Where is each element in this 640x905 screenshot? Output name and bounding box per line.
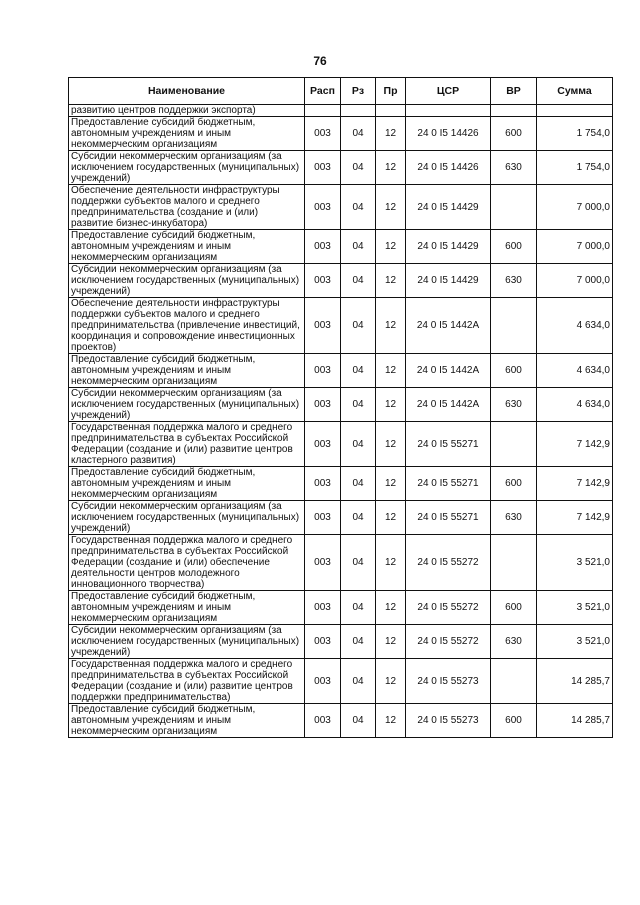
table-row bbox=[69, 501, 613, 535]
cell-vr bbox=[491, 659, 537, 704]
cell-rasp: 003 bbox=[305, 117, 341, 151]
table-header-row bbox=[69, 78, 613, 105]
cell-pr: 12 bbox=[376, 659, 406, 704]
cell-rz: 04 bbox=[341, 298, 376, 354]
header-vr: ВР bbox=[491, 78, 537, 105]
cell-sum: 1 754,0 bbox=[537, 151, 613, 185]
cell-rz: 04 bbox=[341, 264, 376, 298]
header-name: Наименование bbox=[69, 78, 305, 105]
cell-csr: 24 0 I5 14426 bbox=[406, 117, 491, 151]
cell-vr: 630 bbox=[491, 151, 537, 185]
cell-name: развитию центров поддержки экспорта) bbox=[69, 105, 305, 117]
table-row bbox=[69, 422, 613, 467]
table-row bbox=[69, 535, 613, 591]
cell-rz: 04 bbox=[341, 151, 376, 185]
cell-sum: 14 285,7 bbox=[537, 704, 613, 738]
cell-pr: 12 bbox=[376, 185, 406, 230]
cell-name: Государственная поддержка малого и среднего предпринимательства в субъектах Российской Федерации (создание и (или) обеспечение деятельности центров молодежного инновационного творчества) bbox=[69, 535, 305, 591]
cell-csr: 24 0 I5 55271 bbox=[406, 467, 491, 501]
cell-rz: 04 bbox=[341, 535, 376, 591]
cell-sum: 7 000,0 bbox=[537, 185, 613, 230]
cell-sum: 3 521,0 bbox=[537, 535, 613, 591]
cell-csr: 24 0 I5 55273 bbox=[406, 704, 491, 738]
cell-pr: 12 bbox=[376, 298, 406, 354]
cell-sum: 7 142,9 bbox=[537, 422, 613, 467]
cell-rasp: 003 bbox=[305, 185, 341, 230]
header-pr: Пр bbox=[376, 78, 406, 105]
cell-vr: 630 bbox=[491, 388, 537, 422]
cell-csr: 24 0 I5 1442A bbox=[406, 354, 491, 388]
cell-name: Предоставление субсидий бюджетным, автономным учреждениям и иным некоммерческим организациям bbox=[69, 704, 305, 738]
cell-rasp: 003 bbox=[305, 704, 341, 738]
table-row bbox=[69, 659, 613, 704]
cell-sum: 7 142,9 bbox=[537, 501, 613, 535]
cell-rasp: 003 bbox=[305, 659, 341, 704]
table-row bbox=[69, 591, 613, 625]
cell-pr: 12 bbox=[376, 117, 406, 151]
cell-rasp: 003 bbox=[305, 535, 341, 591]
cell-name: Государственная поддержка малого и среднего предпринимательства в субъектах Российской Федерации (создание и (или) развитие центров поддержки предпринимательства) bbox=[69, 659, 305, 704]
cell-rasp: 003 bbox=[305, 591, 341, 625]
cell-sum: 1 754,0 bbox=[537, 117, 613, 151]
header-rasp: Расп bbox=[305, 78, 341, 105]
cell-sum: 7 000,0 bbox=[537, 264, 613, 298]
cell-vr bbox=[491, 185, 537, 230]
cell-rz: 04 bbox=[341, 422, 376, 467]
cell-rasp: 003 bbox=[305, 298, 341, 354]
cell-vr bbox=[491, 298, 537, 354]
cell-name: Государственная поддержка малого и среднего предпринимательства в субъектах Российской Федерации (создание и (или) развитие центров кластерного развития) bbox=[69, 422, 305, 467]
cell-pr: 12 bbox=[376, 151, 406, 185]
cell-name: Субсидии некоммерческим организациям (за исключением государственных (муниципальных) учреждений) bbox=[69, 388, 305, 422]
cell-pr: 12 bbox=[376, 354, 406, 388]
table-row bbox=[69, 298, 613, 354]
cell-name: Обеспечение деятельности инфраструктуры поддержки субъектов малого и среднего предпринимательства (привлечение инвестиций, координация и сопровождение инвестиционных проектов) bbox=[69, 298, 305, 354]
cell-rasp: 003 bbox=[305, 151, 341, 185]
cell-rasp: 003 bbox=[305, 354, 341, 388]
cell-vr: 600 bbox=[491, 591, 537, 625]
cell-rz: 04 bbox=[341, 388, 376, 422]
cell-vr: 630 bbox=[491, 625, 537, 659]
cell-csr: 24 0 I5 55272 bbox=[406, 625, 491, 659]
cell-rz: 04 bbox=[341, 354, 376, 388]
cell-rz: 04 bbox=[341, 467, 376, 501]
table-row bbox=[69, 388, 613, 422]
cell-rasp: 003 bbox=[305, 230, 341, 264]
cell-pr: 12 bbox=[376, 388, 406, 422]
cell-pr: 12 bbox=[376, 591, 406, 625]
table-row bbox=[69, 105, 613, 117]
cell-csr bbox=[406, 105, 491, 117]
cell-vr: 630 bbox=[491, 264, 537, 298]
cell-pr: 12 bbox=[376, 230, 406, 264]
cell-rz bbox=[341, 105, 376, 117]
header-sum: Сумма bbox=[537, 78, 613, 105]
table-row bbox=[69, 185, 613, 230]
cell-csr: 24 0 I5 1442A bbox=[406, 388, 491, 422]
cell-name: Предоставление субсидий бюджетным, автономным учреждениям и иным некоммерческим организациям bbox=[69, 354, 305, 388]
cell-pr: 12 bbox=[376, 501, 406, 535]
cell-sum: 14 285,7 bbox=[537, 659, 613, 704]
table-row bbox=[69, 354, 613, 388]
cell-vr: 600 bbox=[491, 704, 537, 738]
cell-vr: 600 bbox=[491, 354, 537, 388]
cell-csr: 24 0 I5 55271 bbox=[406, 422, 491, 467]
cell-vr bbox=[491, 105, 537, 117]
cell-pr: 12 bbox=[376, 535, 406, 591]
cell-name: Предоставление субсидий бюджетным, автономным учреждениям и иным некоммерческим организациям bbox=[69, 591, 305, 625]
cell-csr: 24 0 I5 55271 bbox=[406, 501, 491, 535]
cell-rasp: 003 bbox=[305, 501, 341, 535]
cell-name: Обеспечение деятельности инфраструктуры поддержки субъектов малого и среднего предпринимательства (создание и (или) развитие бизнес-инкубатора) bbox=[69, 185, 305, 230]
cell-rz: 04 bbox=[341, 117, 376, 151]
cell-rasp: 003 bbox=[305, 625, 341, 659]
cell-rz: 04 bbox=[341, 185, 376, 230]
table-row bbox=[69, 264, 613, 298]
cell-rz: 04 bbox=[341, 704, 376, 738]
cell-vr bbox=[491, 422, 537, 467]
page-number: 76 bbox=[313, 54, 327, 68]
cell-vr: 630 bbox=[491, 501, 537, 535]
cell-csr: 24 0 I5 55273 bbox=[406, 659, 491, 704]
cell-sum: 4 634,0 bbox=[537, 298, 613, 354]
cell-name: Субсидии некоммерческим организациям (за исключением государственных (муниципальных) учреждений) bbox=[69, 501, 305, 535]
cell-pr: 12 bbox=[376, 422, 406, 467]
cell-rasp: 003 bbox=[305, 422, 341, 467]
cell-csr: 24 0 I5 1442A bbox=[406, 298, 491, 354]
cell-sum: 4 634,0 bbox=[537, 354, 613, 388]
cell-vr: 600 bbox=[491, 467, 537, 501]
cell-name: Предоставление субсидий бюджетным, автономным учреждениям и иным некоммерческим организациям bbox=[69, 117, 305, 151]
cell-csr: 24 0 I5 14429 bbox=[406, 264, 491, 298]
cell-csr: 24 0 I5 14429 bbox=[406, 230, 491, 264]
cell-name: Субсидии некоммерческим организациям (за исключением государственных (муниципальных) учреждений) bbox=[69, 264, 305, 298]
cell-sum: 4 634,0 bbox=[537, 388, 613, 422]
cell-csr: 24 0 I5 14426 bbox=[406, 151, 491, 185]
cell-rz: 04 bbox=[341, 591, 376, 625]
budget-table bbox=[68, 77, 613, 738]
cell-pr: 12 bbox=[376, 625, 406, 659]
cell-pr: 12 bbox=[376, 264, 406, 298]
table-row bbox=[69, 704, 613, 738]
cell-pr: 12 bbox=[376, 467, 406, 501]
cell-vr: 600 bbox=[491, 230, 537, 264]
cell-pr bbox=[376, 105, 406, 117]
cell-rz: 04 bbox=[341, 230, 376, 264]
cell-csr: 24 0 I5 14429 bbox=[406, 185, 491, 230]
cell-sum: 3 521,0 bbox=[537, 591, 613, 625]
cell-csr: 24 0 I5 55272 bbox=[406, 591, 491, 625]
table-row bbox=[69, 467, 613, 501]
cell-pr: 12 bbox=[376, 704, 406, 738]
cell-sum: 3 521,0 bbox=[537, 625, 613, 659]
table-row bbox=[69, 151, 613, 185]
cell-rasp: 003 bbox=[305, 388, 341, 422]
cell-csr: 24 0 I5 55272 bbox=[406, 535, 491, 591]
cell-sum: 7 142,9 bbox=[537, 467, 613, 501]
cell-vr bbox=[491, 535, 537, 591]
cell-name: Субсидии некоммерческим организациям (за исключением государственных (муниципальных) учреждений) bbox=[69, 151, 305, 185]
cell-sum: 7 000,0 bbox=[537, 230, 613, 264]
header-csr: ЦСР bbox=[406, 78, 491, 105]
cell-rz: 04 bbox=[341, 501, 376, 535]
cell-rz: 04 bbox=[341, 625, 376, 659]
table-row bbox=[69, 625, 613, 659]
cell-name: Субсидии некоммерческим организациям (за исключением государственных (муниципальных) учреждений) bbox=[69, 625, 305, 659]
cell-rz: 04 bbox=[341, 659, 376, 704]
cell-vr: 600 bbox=[491, 117, 537, 151]
cell-rasp: 003 bbox=[305, 467, 341, 501]
cell-rasp: 003 bbox=[305, 264, 341, 298]
table-row bbox=[69, 230, 613, 264]
table-row bbox=[69, 117, 613, 151]
cell-name: Предоставление субсидий бюджетным, автономным учреждениям и иным некоммерческим организациям bbox=[69, 230, 305, 264]
cell-rasp bbox=[305, 105, 341, 117]
cell-sum bbox=[537, 105, 613, 117]
header-rz: Рз bbox=[341, 78, 376, 105]
cell-name: Предоставление субсидий бюджетным, автономным учреждениям и иным некоммерческим организациям bbox=[69, 467, 305, 501]
